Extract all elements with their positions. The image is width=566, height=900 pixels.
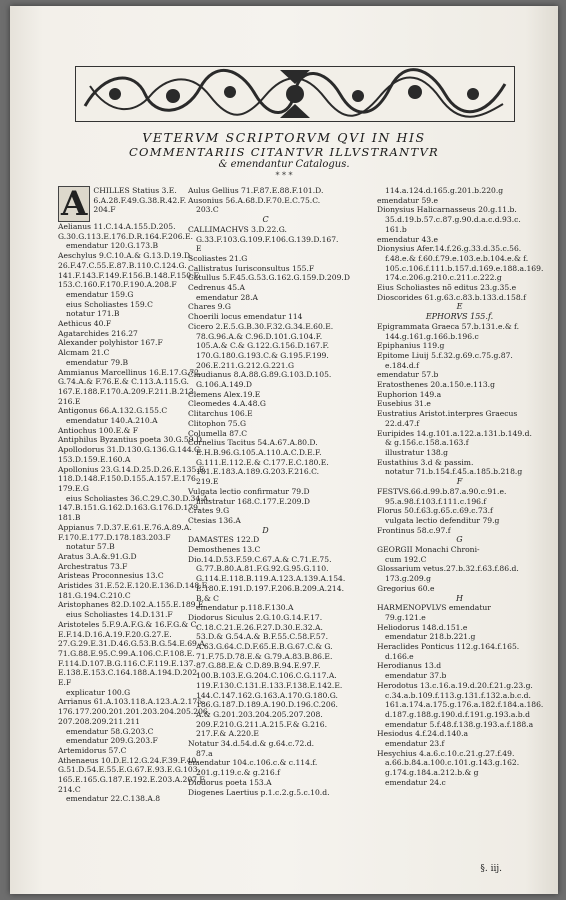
catalog-title-line-2: COMMENTARIIS CITANTVR ILLVSTRANTVR <box>128 145 440 159</box>
index-entry: F.114.D.107.B.G.116.C.F.119.E.137. <box>58 658 196 668</box>
index-entry: 114.a.124.d.165.g.201.b.220.g <box>385 186 504 195</box>
index-entry: 53.D.& G.54.A.& B.F.55.C.58.F.57. <box>196 632 329 642</box>
index-entry: Eusebius 31.e <box>377 399 431 409</box>
index-entry: Diodorus Siculus 2.G.10.G.14.F.17. <box>188 612 323 622</box>
index-entry: 71.F.75.D.78.E.& G.79.A.83.B.86.E. <box>196 651 333 661</box>
index-entry: GEORGII Monachi Chroni- <box>377 545 480 555</box>
index-entry: 119.F.130.C.131.E.133.F.138.E.142.E. <box>196 680 343 690</box>
index-entry: 207.208.209.211.211 <box>58 716 141 726</box>
index-entry: G.77.B.80.A.81.F.G.92.G.95.G.110. <box>196 564 329 574</box>
index-entry: notatur 171.B <box>66 309 120 319</box>
index-entry: FESTVS.66.d.99.b.87.a.90.c.91.e. <box>377 486 507 496</box>
index-entry: 181.G.194.C.210.C <box>58 590 131 600</box>
index-entry: E.F <box>58 678 72 688</box>
index-entry: Cicero 2.E.5.G.B.30.F.32.G.34.E.60.E. <box>188 321 334 331</box>
index-entry: 186.G.187.D.189.A.190.D.196.C.206. <box>196 700 338 710</box>
index-entry: E <box>196 244 202 254</box>
index-entry: Dio.14.D.53.F.59.C.67.A.& C.71.E.75. <box>188 554 332 564</box>
index-entry: Aristophanes 82.D.102.A.155.E.189.E. <box>58 600 206 610</box>
index-entry: emendatur 37.b <box>385 671 447 681</box>
index-entry: Alcmam 21.C <box>58 348 110 358</box>
index-entry: Aristides 31.E.52.E.120.E.136.D.148.E. <box>58 581 210 591</box>
index-entry: eius Scholiastes 14.D.131.F <box>66 610 173 620</box>
index-entry: Frontinus 58.c.97.f <box>377 525 451 535</box>
index-entry: Cedrenus 45.A <box>188 283 245 293</box>
index-entry: Eius Scholiastes nõ editus 23.g.35.e <box>377 283 517 293</box>
page-signature: §. iij. <box>480 864 502 874</box>
index-entry: illustratur 168.C.177.E.209.D <box>196 496 310 506</box>
index-entry: G <box>456 535 463 545</box>
index-entry: emendatur 140.A.210.A <box>66 416 158 426</box>
index-entry: 144.g.161.g.166.b.196.c <box>385 331 479 341</box>
index-entry: Ammianus Marcellinus 16.E.17.G.72. <box>58 367 202 377</box>
index-entry: Archestratus 73.F <box>58 561 128 571</box>
index-entry: 176.177.200.201.201.203.204.205.206. <box>58 707 211 717</box>
index-entry: Scoliastes 21.G <box>188 253 248 263</box>
index-entry: emendatur 22.C.138.A.8 <box>66 794 161 804</box>
drop-cap-letter: A <box>58 186 90 222</box>
index-entry: explicatur 100.G <box>66 687 131 697</box>
index-entry: emendatur 209.G.203.F <box>66 736 158 746</box>
index-entry: Eratosthenes 20.a.150.e.113.g <box>377 380 495 390</box>
index-entry: 206.E.211.G.212.G.221.G <box>196 360 295 370</box>
index-entry: 219.E <box>196 477 219 487</box>
index-entry: emendatur 43.e <box>377 234 439 244</box>
index-entry: A.& G.201.203.204.205.207.208. <box>196 709 323 719</box>
index-entry: Antiphilus Byzantius poeta 30.G.59.D <box>58 435 203 445</box>
index-entry: Aulus Gellius 71.F.87.E.88.F.101.D. <box>188 186 324 195</box>
index-entry: Callistratus Iurisconsultus 155.F <box>188 263 315 273</box>
page <box>10 6 558 894</box>
index-entry: Cornelius Tacitus 54.A.67.A.80.D. <box>188 438 318 448</box>
index-entry: emendatur 59.e <box>377 195 439 205</box>
index-entry: Florus 50.f.63.g.65.c.69.c.73.f <box>377 506 493 516</box>
index-entry: 179.E.G <box>58 483 89 493</box>
index-entry: G.114.E.118.B.119.A.123.A.139.A.154. <box>196 574 346 584</box>
index-entry: Artemidorus 57.C <box>58 745 127 755</box>
index-entry: F.170.E.177.D.178.183.203.F <box>58 532 171 542</box>
index-entry: emendatur 218.b.221.g <box>385 632 476 642</box>
index-entry: 118.D.148.F.150.D.155.A.157.E.176. <box>58 474 199 484</box>
index-entry: Athenaeus 10.D.E.12.G.24.F.39.F.40. <box>58 755 199 765</box>
index-entry: 35.d.19.b.57.c.87.g.90.d.a.c.d.93.c. <box>385 215 521 225</box>
index-entry: Antiochus 100.E.& F <box>58 425 139 435</box>
index-entry: & g.156.c.158.a.163.f <box>385 438 469 448</box>
index-entry: 201.g.119.c.& g.216.f <box>196 768 280 778</box>
index-entry: 174.c.206.g.210.c.211.c.222.g <box>385 273 502 283</box>
index-entry: CALLIMACHVS 3.D.22.G. <box>188 224 287 234</box>
index-entry: Heraclides Ponticus 112.g.164.f.165. <box>377 642 520 652</box>
index-entry: e.184.d.f <box>385 360 419 370</box>
index-entry: g.174.g.184.a.212.b.& g <box>385 768 479 778</box>
index-entry: Aristeas Proconnesius 13.C <box>58 571 164 581</box>
index-entry: Gregorius 60.e <box>377 583 435 593</box>
index-entry: Crates 9.G <box>188 506 230 516</box>
index-entry: Epiphanius 119.g <box>377 341 445 351</box>
index-entry: 22.d.47.f <box>385 418 420 428</box>
index-entry: Claudianus 8.A.88.G.89.G.103.D.105. <box>188 370 332 380</box>
index-entry: Diodorus poeta 153.A <box>188 777 272 787</box>
index-entry: 216.E <box>58 396 81 406</box>
index-entry: F <box>456 477 463 487</box>
index-entry: E.H.B.96.G.105.A.110.A.C.D.E.F. <box>196 447 322 457</box>
index-entry: Heliodorus 148.d.151.e <box>377 622 468 632</box>
index-entry: Ctesias 136.A <box>188 515 241 525</box>
index-entry: Arrianus 61.A.103.118.A.123.A.2.175. <box>58 697 205 707</box>
index-entry: Eustratius Aristot.interpres Graecus <box>377 409 518 419</box>
index-entry: B.& C <box>196 593 219 603</box>
index-entry: Dionysius Afer.14.f.26.g.33.d.35.c.56. <box>377 244 522 254</box>
index-entry: emendatur 24.c <box>385 777 446 787</box>
index-entry: Aethicus 40.F <box>58 319 112 329</box>
index-entry: emendatur 159.G <box>66 289 134 299</box>
index-entry: 78.G.96.A.& C.96.D.101.G.104.F. <box>196 331 323 341</box>
index-entry: Antigonus 66.A.132.G.155.C <box>58 406 168 416</box>
index-entry: eius Scholiastes 36.C.29.C.30.D.34.A. <box>66 493 211 503</box>
index-entry: E.180.E.191.D.197.F.206.B.209.A.214. <box>196 583 344 593</box>
index-entry: 26.F.47.C.55.E.87.B.110.C.124.G. <box>58 260 187 270</box>
index-entry: 87.a <box>196 748 213 758</box>
index-entry: Epigrammata Graeca 57.b.131.e.& f. <box>377 321 519 331</box>
index-entry: 105.c.106.f.111.b.157.d.169.e.188.a.169. <box>385 263 544 273</box>
index-entry: Aelianus 11.C.14.A.155.D.205. <box>58 222 176 231</box>
index-entry: Aeschylus 9.C.10.A.& G.13.D.19.D. <box>58 251 193 261</box>
index-entry: E.F.14.D.16.A.19.F.20.G.27.E. <box>58 629 172 639</box>
index-entry: cum 192.C <box>385 554 427 564</box>
index-entry: 141.F.143.F.149.F.156.B.148.F.150.F. <box>58 270 200 280</box>
index-entry: G.111.E.112.E.& C.177.E.C.180.E. <box>196 457 329 467</box>
index-entry: Hesiodus 4.f.24.d.140.a <box>377 729 469 739</box>
index-entry: emendatur 23.f <box>385 739 445 749</box>
index-entry: G.51.D.54.E.55.E.G.67.E.93.E.G.103. <box>58 765 200 775</box>
index-entry: E <box>456 302 463 312</box>
index-entry: illustratur 138.g <box>385 447 449 457</box>
index-entry: 95.a.98.f.103.f.111.c.196.f <box>385 496 487 506</box>
index-entry: 105.A.& C.& G.122.G.156.D.167.F. <box>196 341 329 351</box>
index-entry: Apollodorus 31.D.130.G.136.G.144.G. <box>58 445 203 455</box>
index-entry: G.30.G.113.E.176.D.R.164.F.206.E. <box>58 231 193 241</box>
index-entry: Vulgata lectio confirmatur 79.D <box>188 486 310 496</box>
index-entry: 27.G.29.E.31.D.46.G.53.B.G.54.E.69.A. <box>58 639 208 649</box>
index-entry: 87.G.88.E.& C.D.89.B.94.E.97.F. <box>196 661 321 671</box>
index-entry: Ausonius 56.A.68.D.F.70.E.C.75.C. <box>188 195 321 205</box>
index-entry: 100.B.103.E.G.204.C.106.C.G.117.A. <box>196 671 337 681</box>
index-entry: 167.E.188.F.170.A.209.F.211.B.212. <box>58 386 197 396</box>
index-entry: DAMASTES 122.D <box>188 535 260 545</box>
index-entry: G.33.F.103.G.109.F.106.G.139.D.167. <box>196 234 339 244</box>
index-entry: 214.C <box>58 784 81 794</box>
index-entry: emendatur 104.c.106.c.& c.114.f. <box>188 758 318 768</box>
index-entry: c.34.a.b.109.f.113.g.131.f.132.a.b.c.d. <box>385 690 531 700</box>
index-entry: Chares 9.G <box>188 302 231 312</box>
index-entry: Herodotus 13.c.16.a.19.d.20.f.21.g.23.g. <box>377 680 533 690</box>
index-entry: Aratus 3.A.&.91.G.D <box>58 551 137 561</box>
index-entry: 181.E.183.A.189.G.203.F.216.C. <box>196 467 320 477</box>
index-entry: Agatarchides 216.27 <box>58 328 138 338</box>
ornament-stars: * * * <box>275 171 293 180</box>
index-entry: A.63.G.64.C.D.F.65.E.B.G.67.C.& G. <box>196 642 333 652</box>
index-entry: G.74.A.& F.76.E.& C.113.A.115.G. <box>58 377 189 387</box>
index-entry: Diogenes Laertius p.1.c.2.g.5.c.10.d. <box>188 787 330 797</box>
index-entry: 144.C.147.162.G.163.A.170.G.180.G. <box>196 690 338 700</box>
index-entry: a.66.b.84.a.100.c.101.g.143.g.162. <box>385 758 520 768</box>
index-entry: Eustathius 3.d & passim. <box>377 457 474 467</box>
index-entry: Clitophon 75.G <box>188 418 247 428</box>
index-entry: Demosthenes 13.C <box>188 545 261 555</box>
index-column-3 <box>377 186 542 788</box>
index-entry: 71.G.88.E.95.C.99.A.106.C.F.108.E. <box>58 648 195 658</box>
first-entry-text: CHILLES Statius 3.E. 6.A.28.F.49.G.38.R.42.F. 204.F <box>93 186 187 215</box>
index-entry: 153.C.160.F.170.F.190.A.208.F <box>58 280 177 290</box>
index-entry: Epitome Liuij 5.f.32.g.69.c.75.g.87. <box>377 350 513 360</box>
index-entry: 147.B.151.G.162.D.163.G.176.D.179. <box>58 503 201 513</box>
catalog-subtitle: & emendantur Catalogus. <box>218 159 350 170</box>
index-entry: emendatur 57.b <box>377 370 439 380</box>
index-entry: Clitarchus 106.E <box>188 409 253 419</box>
index-entry: Columella 87.C <box>188 428 248 438</box>
index-entry: EPHORVS 155.f. <box>425 312 494 322</box>
ornamental-header-band <box>75 66 515 122</box>
catalog-title-line-1: VETERVM SCRIPTORVM QVI IN HIS <box>142 130 426 145</box>
first-entry <box>58 186 193 222</box>
index-entry: eius Scholiastes 159.C <box>66 299 153 309</box>
index-entry: Cleomedes 4.A.48.G <box>188 399 266 409</box>
index-entry: 173.g.209.g <box>385 574 431 584</box>
index-entry: Appianus 7.D.37.E.61.E.76.A.89.A. <box>58 522 192 532</box>
index-entry: C <box>262 215 269 225</box>
index-entry: 161.b <box>385 224 407 234</box>
index-entry: 153.D.159.E.160.A <box>58 454 131 464</box>
index-entry: notatur 57.B <box>66 542 115 552</box>
index-entry: Euphorion 149.a <box>377 389 442 399</box>
index-entry: Choerili locus emendatur 114 <box>188 312 303 322</box>
index-entry: vulgata lectio defenditur 79.g <box>385 515 500 525</box>
index-entry: 203.C <box>196 205 219 215</box>
index-entry: f.48.e.& f.60.f.79.e.103.e.b.104.e.& f. <box>385 253 529 263</box>
index-entry: Glossarium vetus.27.b.32.f.63.f.86.d. <box>377 564 519 574</box>
index-entry: emendatur 5.f.48.f.138.g.193.a.f.188.a <box>385 719 534 729</box>
index-entry: d.166.e <box>385 651 414 661</box>
index-entry: Catullus 5.F.45.G.53.G.162.G.159.D.209.D <box>188 273 350 283</box>
index-entry: 170.G.180.G.193.C.& G.195.F.199. <box>196 350 329 360</box>
index-entry: d.187.g.188.g.190.d.f.191.g.193.a.b.d <box>385 709 530 719</box>
index-entry: Aristoteles 5.F.9.A.F.G.& 16.F.G.& C. <box>58 619 199 629</box>
index-entry: Herodianus 13.d <box>377 661 442 671</box>
index-entry: 209.F.210.G.211.A.215.F.& G.216. <box>196 719 328 729</box>
index-entry: 161.a.174.a.175.g.176.a.182.f.184.a.186. <box>385 700 544 710</box>
index-entry: E.138.E.153.C.164.188.A.194.D.202. <box>58 668 200 678</box>
index-entry: Dioscorides 61.g.63.c.83.b.133.d.158.f <box>377 292 526 302</box>
index-entry: emendatur 28.A <box>196 292 259 302</box>
index-entry: notatur 71.b.154.f.45.a.185.b.218.g <box>385 467 523 477</box>
index-entry: Clemens Alex.19.E <box>188 389 261 399</box>
index-entry: HARMENOPVLVS emendatur <box>377 603 491 613</box>
index-entry: G.106.A.149.D <box>196 380 253 390</box>
index-entry: Apollonius 23.G.14.D.25.D.26.E.135.E. <box>58 464 207 474</box>
index-entry: Notatur 34.d.54.d.& g.64.c.72.d. <box>188 739 315 749</box>
index-entry: 165.E.165.G.187.E.192.E.203.A.207.F. <box>58 775 206 785</box>
index-entry: Hesychius 4.a.6.c.10.c.21.g.27.f.49. <box>377 748 515 758</box>
index-column-2 <box>188 186 350 797</box>
index-entry: Euripides 14.g.101.a.122.a.131.b.149.d. <box>377 428 532 438</box>
index-entry: emendatur 58.G.203.C <box>66 726 154 736</box>
index-entry: D <box>262 525 269 535</box>
index-entry: H <box>456 593 463 603</box>
index-entry: 217.F.& A.220.E <box>196 729 259 739</box>
index-entry: emendatur p.118.F.130.A <box>196 603 294 613</box>
index-entry: 79.g.121.e <box>385 612 426 622</box>
index-entry: emendatur 79.B <box>66 357 129 367</box>
index-entry: Alexander polyhistor 167.F <box>58 338 163 348</box>
index-entry: 181.B <box>58 513 81 523</box>
index-entry: Dionysius Halicarnasseus 20.g.11.b. <box>377 205 517 215</box>
index-entry: emendatur 120.G.173.B <box>66 241 159 251</box>
index-entry: C.18.C.21.E.26.F.27.D.30.E.32.A. <box>196 622 323 632</box>
